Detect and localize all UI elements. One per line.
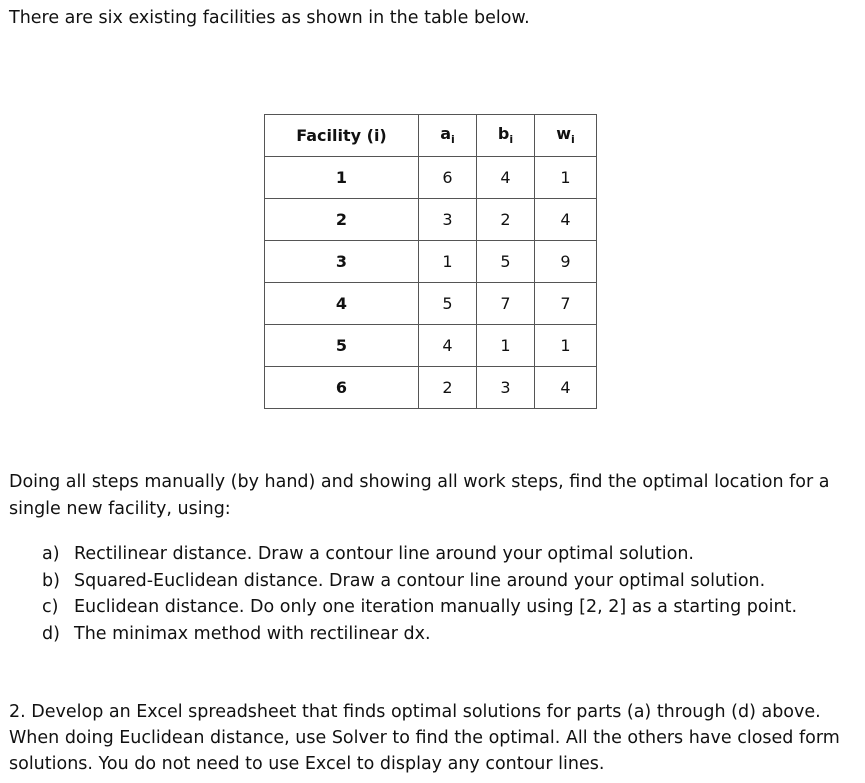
cell-w: 4 [535, 367, 597, 409]
cell-b: 4 [477, 157, 535, 199]
list-item [42, 594, 797, 621]
instructions-paragraph: Doing all steps manually (by hand) and showing all work steps, find the optimal location for a single new facility, using: [9, 472, 830, 519]
cell-facility: 5 [265, 325, 419, 367]
header-w [535, 115, 597, 157]
cell-a: 4 [419, 325, 477, 367]
header-facility [265, 115, 419, 157]
cell-w: 1 [535, 325, 597, 367]
header-facility-label: Facility (i) [296, 126, 387, 145]
cell-w: 1 [535, 157, 597, 199]
cell-facility: 1 [265, 157, 419, 199]
list-item [42, 568, 797, 595]
table-row [265, 157, 597, 199]
header-w-subscript: i [571, 133, 575, 147]
cell-b: 7 [477, 283, 535, 325]
list-item-text: Squared-Euclidean distance. Draw a contour line around your optimal solution. [74, 570, 766, 591]
cell-a: 1 [419, 241, 477, 283]
list-marker: c) [42, 597, 59, 617]
cell-facility: 4 [265, 283, 419, 325]
cell-facility: 6 [265, 367, 419, 409]
header-a [419, 115, 477, 157]
header-b-subscript: i [509, 133, 514, 147]
table-row [265, 283, 597, 325]
cell-w: 4 [535, 199, 597, 241]
list-item [42, 541, 797, 568]
excel-question-paragraph: 2. Develop an Excel spreadsheet that finds optimal solutions for parts (a) through (d) above. When doing Euclidean distance, use Solver to find the optimal. All the others have closed form solutions. You do not need to use Excel to display any contour lines. [9, 702, 840, 774]
list-item-text: The minimax method with rectilinear dx. [74, 623, 431, 644]
cell-a: 5 [419, 283, 477, 325]
list-marker: b) [42, 570, 60, 591]
cell-b: 2 [477, 199, 535, 241]
table-row [265, 199, 597, 241]
cell-b: 5 [477, 241, 535, 283]
cell-a: 2 [419, 367, 477, 409]
header-w-label: w [556, 124, 571, 144]
list-marker: a) [42, 544, 60, 564]
facilities-table [264, 114, 597, 409]
cell-a: 6 [419, 157, 477, 199]
list-marker: d) [42, 623, 60, 644]
table-row [265, 241, 597, 283]
intro-text: There are six existing facilities as shown in the table below. [9, 8, 530, 28]
list-item-text: Euclidean distance. Do only one iteration manually using [2, 2] as a starting point. [74, 597, 798, 617]
cell-w: 7 [535, 283, 597, 325]
parts-list [42, 541, 797, 647]
cell-b: 1 [477, 325, 535, 367]
cell-w: 9 [535, 241, 597, 283]
cell-a: 3 [419, 199, 477, 241]
table-header-row [265, 115, 597, 157]
header-a-label: a [440, 124, 451, 144]
header-b [477, 115, 535, 157]
list-item-text: Rectilinear distance. Draw a contour line around your optimal solution. [74, 544, 694, 564]
table-row [265, 325, 597, 367]
cell-b: 3 [477, 367, 535, 409]
header-b-label: b [497, 124, 510, 144]
table-row [265, 367, 597, 409]
header-a-subscript: i [451, 133, 455, 147]
cell-facility: 3 [265, 241, 419, 283]
cell-facility: 2 [265, 199, 419, 241]
list-item [42, 621, 797, 648]
